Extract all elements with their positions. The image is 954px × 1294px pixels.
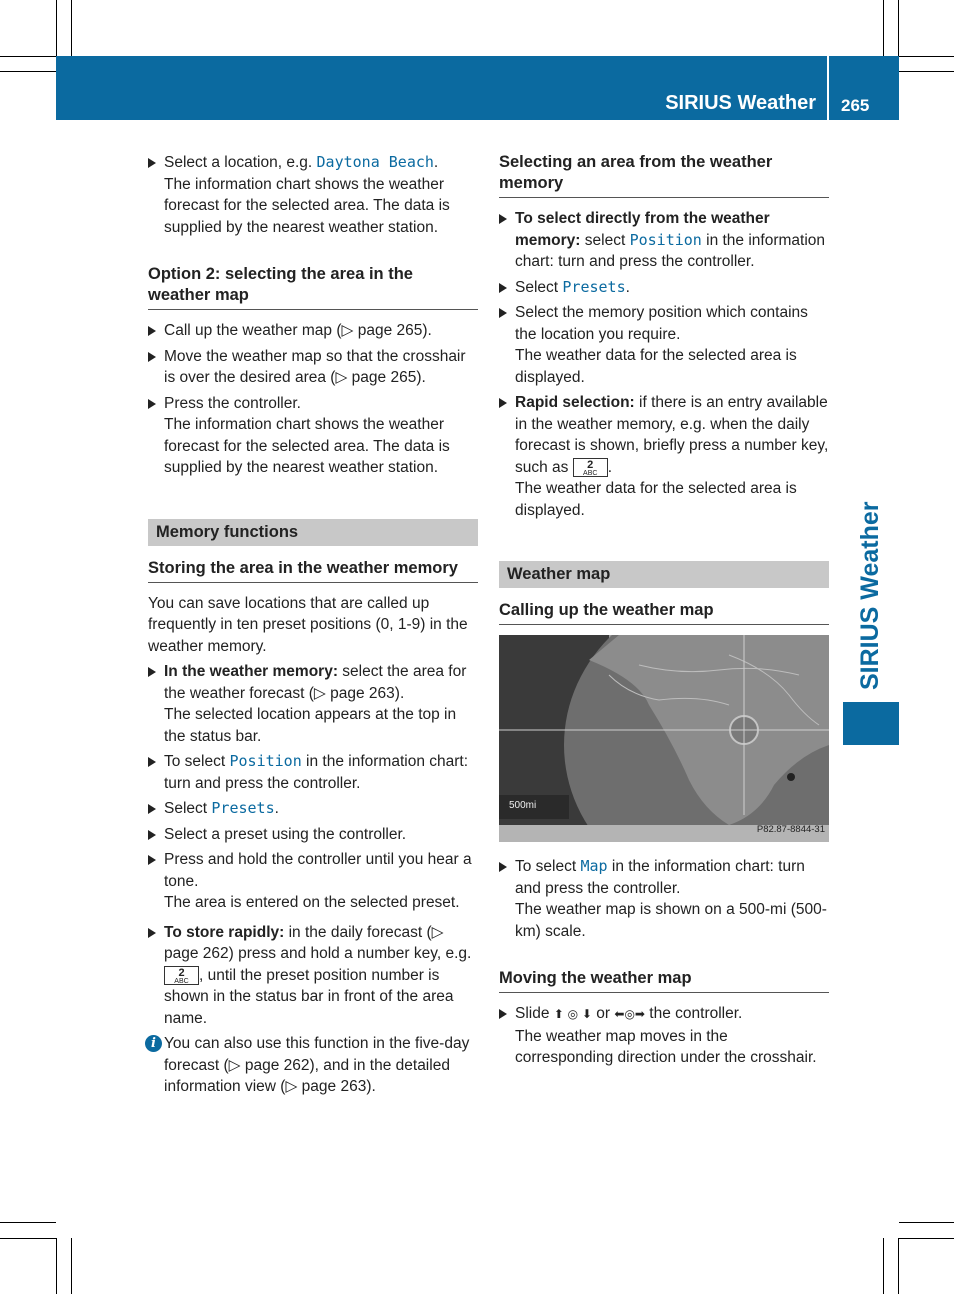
key-digit: 2	[178, 966, 185, 979]
crop-mark	[56, 0, 57, 56]
crop-mark	[899, 1238, 954, 1239]
list-item	[499, 277, 829, 299]
text: You can also use this function in the five-day forecast (▷ page 262), and in the detailed information view (▷ page 263).	[164, 1035, 470, 1095]
page-header	[56, 56, 899, 120]
list-item	[148, 661, 478, 747]
controller-left-right-icon: ⬅◎➡	[614, 1007, 645, 1021]
key-digit: 2	[587, 458, 594, 471]
crop-mark	[899, 1222, 954, 1223]
list-item: Select a preset using the controller.	[148, 824, 478, 846]
crop-mark	[0, 71, 56, 72]
map-scale-label: 500mi	[509, 799, 537, 811]
text: To select	[515, 858, 581, 875]
list-item	[499, 208, 829, 273]
text: To select	[164, 753, 230, 770]
result-text: The information chart shows the weather forecast for the selected area. The data is supplied by the nearest weather station.	[164, 416, 450, 476]
text: Slide	[515, 1005, 554, 1022]
paragraph: You can save locations that are called up frequently in ten preset positions (0, 1-9) in the weather memory.	[148, 594, 468, 655]
text: .	[433, 154, 439, 171]
display-term: Presets	[562, 277, 626, 296]
list-item	[148, 798, 478, 820]
right-column	[499, 152, 829, 1073]
number-key-icon	[164, 966, 199, 985]
weather-map-screenshot	[499, 635, 829, 842]
text: , until the preset position number is shown in the status bar in front of the area name.	[164, 966, 454, 1027]
display-term: Presets	[211, 799, 275, 817]
crop-mark	[0, 1238, 56, 1239]
bold-text: In the weather memory:	[164, 663, 338, 680]
list-item	[148, 152, 478, 238]
display-term: Position	[229, 752, 302, 770]
list-item: Call up the weather map (▷ page 265).	[148, 320, 478, 342]
display-term: Daytona Beach	[316, 153, 434, 171]
text: .	[625, 278, 630, 296]
section-heading: Calling up the weather map	[499, 600, 829, 625]
display-term: Map	[580, 857, 608, 875]
list-item	[499, 1003, 829, 1069]
header-divider	[827, 56, 829, 120]
text: in the daily forecast (▷ page 262) press and hold a number key, e.g.	[164, 923, 472, 962]
crop-mark	[899, 56, 954, 57]
text: if there is an entry available in the weather memory, e.g. when the daily forecast is shown, briefly press a number key, such as	[515, 394, 829, 476]
info-icon: i	[145, 1035, 162, 1052]
text: or	[592, 1005, 615, 1022]
section-heading: Option 2: selecting the area in the weather map	[148, 264, 478, 310]
list-item: Move the weather map so that the crosshair is over the desired area (▷ page 265).	[148, 346, 478, 389]
crop-mark	[898, 0, 899, 56]
crop-mark	[56, 1238, 57, 1294]
crop-mark	[71, 0, 72, 56]
crop-mark	[899, 71, 954, 72]
result-text: The weather map moves in the corresponding direction under the crosshair.	[515, 1027, 817, 1066]
info-note	[148, 1033, 478, 1098]
display-term: Position	[629, 230, 702, 249]
section-heading: Moving the weather map	[499, 968, 829, 993]
result-text: The selected location appears at the top in the status bar.	[164, 706, 457, 745]
list-item	[148, 849, 478, 914]
crop-mark	[0, 56, 56, 57]
crop-mark	[0, 1222, 56, 1223]
text: select the area for the weather forecast (▷ page 263).	[164, 663, 467, 702]
crop-mark	[898, 1238, 899, 1294]
text: in the information chart: turn and press the controller.	[164, 753, 469, 792]
text: Select a location, e.g.	[164, 154, 317, 171]
list-item	[148, 393, 478, 479]
section-heading: Selecting an area from the weather memory	[499, 152, 829, 198]
result-text: The area is entered on the selected preset.	[164, 894, 460, 911]
crop-mark	[71, 1238, 72, 1294]
list-item	[499, 302, 829, 388]
figure-code: P82.87-8844-31	[756, 823, 825, 835]
number-key-icon	[573, 458, 608, 477]
page-number: 265	[841, 96, 870, 115]
text: the controller.	[645, 1005, 743, 1022]
list-item	[499, 856, 829, 942]
controller-up-down-icon: ⬆ ◎ ⬇	[553, 1007, 592, 1021]
key-letters: ABC	[174, 977, 189, 985]
crop-mark	[883, 1238, 884, 1294]
text: Select	[515, 278, 563, 296]
section-band-memory: Memory functions	[148, 519, 478, 546]
text: select	[580, 231, 630, 249]
bold-text: To select directly from the weather memory:	[515, 210, 770, 249]
result-text: The weather map is shown on a 500-mi (500-km) scale.	[515, 901, 827, 940]
text: Press and hold the controller until you hear a tone.	[164, 851, 472, 890]
result-text: The weather data for the selected area is displayed.	[515, 347, 797, 386]
text: Select the memory position which contains the location you require.	[515, 304, 808, 343]
side-tab	[843, 702, 899, 745]
left-column	[148, 152, 478, 1098]
text: in the information chart: turn and press the controller.	[515, 858, 805, 897]
weather-map-image	[499, 635, 829, 842]
text: Press the controller.	[164, 394, 301, 412]
text: in the information chart: turn and press the controller.	[515, 231, 826, 270]
header-title: SIRIUS Weather	[665, 92, 816, 114]
key-letters: ABC	[583, 469, 598, 477]
list-item	[148, 922, 478, 1030]
result-text: The information chart shows the weather forecast for the selected area. The data is supplied by the nearest weather station.	[164, 175, 450, 236]
bold-text: Rapid selection:	[515, 394, 635, 411]
side-tab-label: SIRIUS Weather	[856, 501, 884, 690]
list-item	[148, 751, 478, 794]
list-item	[499, 392, 829, 521]
section-heading: Storing the area in the weather memory	[148, 558, 478, 583]
section-band-weather-map: Weather map	[499, 561, 829, 588]
crop-mark	[883, 0, 884, 56]
text: .	[274, 800, 279, 817]
text: Select	[164, 800, 212, 817]
result-text: The weather data for the selected area is displayed.	[515, 480, 797, 519]
text: .	[607, 458, 613, 476]
bold-text: To store rapidly:	[164, 923, 285, 941]
